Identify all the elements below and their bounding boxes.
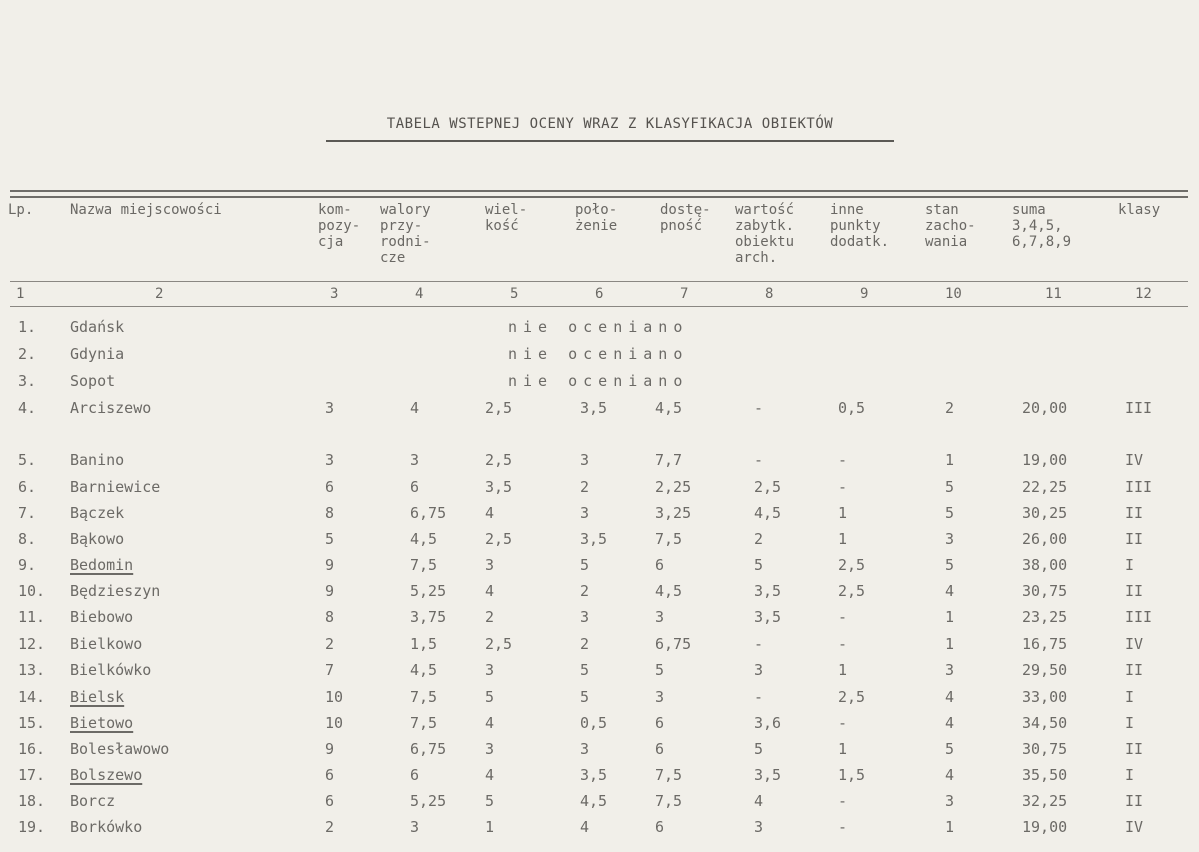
table-cell: 3 bbox=[485, 556, 495, 574]
table-cell: 7,5 bbox=[410, 688, 438, 706]
row-number: 10. bbox=[18, 582, 46, 600]
table-row bbox=[0, 661, 1199, 683]
table-cell: 32,25 bbox=[1022, 792, 1068, 810]
table-cell: 6 bbox=[325, 766, 335, 784]
not-evaluated-note: nie oceniano bbox=[508, 318, 689, 336]
place-name: Bielkówko bbox=[70, 661, 152, 679]
column-number: 8 bbox=[765, 286, 774, 302]
table-cell: 3,5 bbox=[580, 399, 608, 417]
table-cell: 3,5 bbox=[754, 608, 782, 626]
table-cell: 1 bbox=[945, 635, 955, 653]
column-header: poło- żenie bbox=[575, 202, 618, 234]
table-row bbox=[0, 688, 1199, 710]
table-cell: 5 bbox=[580, 556, 590, 574]
table-cell: I bbox=[1125, 688, 1135, 706]
column-header: dostę- pność bbox=[660, 202, 711, 234]
column-number: 10 bbox=[945, 286, 962, 302]
row-number: 17. bbox=[18, 766, 46, 784]
table-cell: 5 bbox=[945, 556, 955, 574]
table-cell: II bbox=[1125, 740, 1144, 758]
table-cell: 7,5 bbox=[410, 556, 438, 574]
table-cell: 0,5 bbox=[580, 714, 608, 732]
table-cell: 3,6 bbox=[754, 714, 782, 732]
table-cell: 1 bbox=[838, 661, 848, 679]
table-cell: 2,5 bbox=[485, 635, 513, 653]
place-name: Bolszewo bbox=[70, 766, 143, 784]
table-cell: 2,5 bbox=[754, 478, 782, 496]
table-cell: - bbox=[838, 714, 848, 732]
table-row bbox=[0, 582, 1199, 604]
table-cell: 6,75 bbox=[410, 504, 447, 522]
table-cell: 20,00 bbox=[1022, 399, 1068, 417]
table-cell: 30,25 bbox=[1022, 504, 1068, 522]
table-cell: 3 bbox=[485, 661, 495, 679]
table-row bbox=[0, 714, 1199, 736]
table-cell: 2,5 bbox=[838, 556, 866, 574]
table-cell: 5 bbox=[580, 661, 590, 679]
table-cell: 5 bbox=[655, 661, 665, 679]
table-cell: 3 bbox=[580, 608, 590, 626]
row-number: 8. bbox=[18, 530, 37, 548]
table-cell: 3 bbox=[410, 818, 420, 836]
table-cell: 4,5 bbox=[655, 582, 683, 600]
table-cell: 4,5 bbox=[410, 661, 438, 679]
table-cell: 4 bbox=[485, 766, 495, 784]
table-cell: - bbox=[838, 635, 848, 653]
table-cell: 3 bbox=[580, 740, 590, 758]
row-number: 18. bbox=[18, 792, 46, 810]
table-cell: 16,75 bbox=[1022, 635, 1068, 653]
table-cell: I bbox=[1125, 714, 1135, 732]
place-name: Borcz bbox=[70, 792, 116, 810]
table-cell: 3,5 bbox=[580, 530, 608, 548]
table-cell: 3 bbox=[945, 792, 955, 810]
table-cell: 5,25 bbox=[410, 792, 447, 810]
table-cell: 30,75 bbox=[1022, 740, 1068, 758]
table-cell: 3 bbox=[754, 818, 764, 836]
table-cell: 2 bbox=[580, 635, 590, 653]
table-cell: 2 bbox=[580, 582, 590, 600]
table-cell: - bbox=[754, 688, 764, 706]
table-cell: 0,5 bbox=[838, 399, 866, 417]
place-name: Bąkowo bbox=[70, 530, 125, 548]
row-number: 13. bbox=[18, 661, 46, 679]
place-name: Bedomin bbox=[70, 556, 134, 574]
column-number-rule bbox=[10, 306, 1188, 307]
table-cell: 7,5 bbox=[410, 714, 438, 732]
place-name: Bolesławowo bbox=[70, 740, 170, 758]
table-cell: 3,75 bbox=[410, 608, 447, 626]
table-row bbox=[0, 372, 1199, 394]
place-name: Gdańsk bbox=[70, 318, 125, 336]
table-cell: 3 bbox=[485, 740, 495, 758]
table-cell: 2 bbox=[754, 530, 764, 548]
table-cell: 19,00 bbox=[1022, 451, 1068, 469]
table-cell: 5 bbox=[485, 688, 495, 706]
column-number: 11 bbox=[1045, 286, 1062, 302]
table-row bbox=[0, 399, 1199, 421]
table-cell: 4 bbox=[410, 399, 420, 417]
table-cell: 19,00 bbox=[1022, 818, 1068, 836]
table-cell: 5 bbox=[754, 556, 764, 574]
table-cell: III bbox=[1125, 478, 1153, 496]
table-cell: II bbox=[1125, 792, 1144, 810]
column-header: suma 3,4,5, 6,7,8,9 bbox=[1012, 202, 1072, 250]
table-cell: 4 bbox=[754, 792, 764, 810]
table-cell: 3,5 bbox=[754, 766, 782, 784]
table-cell: - bbox=[838, 608, 848, 626]
table-cell: 7,5 bbox=[655, 530, 683, 548]
place-name: Arciszewo bbox=[70, 399, 152, 417]
table-cell: 5 bbox=[485, 792, 495, 810]
table-cell: 4,5 bbox=[754, 504, 782, 522]
table-cell: 2 bbox=[325, 635, 335, 653]
table-cell: 7,5 bbox=[655, 766, 683, 784]
table-cell: 6 bbox=[410, 766, 420, 784]
table-cell: 3 bbox=[580, 451, 590, 469]
row-number: 5. bbox=[18, 451, 37, 469]
table-cell: 4 bbox=[945, 714, 955, 732]
place-name: Bielkowo bbox=[70, 635, 143, 653]
table-cell: 2 bbox=[325, 818, 335, 836]
table-cell: 4 bbox=[580, 818, 590, 836]
table-row bbox=[0, 818, 1199, 840]
table-cell: 5 bbox=[945, 478, 955, 496]
not-evaluated-note: nie oceniano bbox=[508, 345, 689, 363]
table-cell: II bbox=[1125, 504, 1144, 522]
table-cell: - bbox=[754, 451, 764, 469]
table-cell: 1 bbox=[945, 451, 955, 469]
table-cell: 2,25 bbox=[655, 478, 692, 496]
table-cell: II bbox=[1125, 530, 1144, 548]
table-cell: 1 bbox=[838, 504, 848, 522]
table-cell: 10 bbox=[325, 714, 344, 732]
table-row bbox=[0, 318, 1199, 340]
table-row bbox=[0, 451, 1199, 473]
table-cell: 1,5 bbox=[410, 635, 438, 653]
title-underline bbox=[326, 140, 894, 142]
table-cell: 2,5 bbox=[838, 582, 866, 600]
table-row bbox=[0, 792, 1199, 814]
table-cell: 3 bbox=[580, 504, 590, 522]
table-cell: I bbox=[1125, 556, 1135, 574]
table-top-rule-2 bbox=[10, 196, 1188, 198]
table-cell: 34,50 bbox=[1022, 714, 1068, 732]
column-header: inne punkty dodatk. bbox=[830, 202, 890, 250]
row-number: 2. bbox=[18, 345, 37, 363]
table-cell: I bbox=[1125, 766, 1135, 784]
table-cell: 2,5 bbox=[838, 688, 866, 706]
table-row bbox=[0, 530, 1199, 552]
table-cell: 1 bbox=[485, 818, 495, 836]
table-cell: 3 bbox=[945, 661, 955, 679]
table-cell: - bbox=[838, 792, 848, 810]
table-cell: 1 bbox=[945, 608, 955, 626]
row-number: 9. bbox=[18, 556, 37, 574]
table-cell: 5 bbox=[754, 740, 764, 758]
table-cell: 6 bbox=[325, 478, 335, 496]
column-header: wartość zabytk. obiektu arch. bbox=[735, 202, 795, 266]
table-cell: 6 bbox=[325, 792, 335, 810]
table-cell: 6 bbox=[655, 818, 665, 836]
table-cell: IV bbox=[1125, 451, 1144, 469]
table-cell: 35,50 bbox=[1022, 766, 1068, 784]
table-cell: 7,7 bbox=[655, 451, 683, 469]
table-row bbox=[0, 556, 1199, 578]
table-cell: 5 bbox=[580, 688, 590, 706]
table-cell: II bbox=[1125, 661, 1144, 679]
table-cell: - bbox=[838, 818, 848, 836]
column-number: 7 bbox=[680, 286, 689, 302]
table-cell: 4 bbox=[945, 688, 955, 706]
column-header: walory przy- rodni- cze bbox=[380, 202, 431, 266]
table-cell: - bbox=[754, 399, 764, 417]
table-cell: 5 bbox=[945, 740, 955, 758]
table-cell: - bbox=[838, 451, 848, 469]
row-number: 1. bbox=[18, 318, 37, 336]
table-cell: 3 bbox=[655, 688, 665, 706]
column-header: klasy bbox=[1118, 202, 1161, 218]
table-cell: 9 bbox=[325, 740, 335, 758]
table-cell: 2 bbox=[485, 608, 495, 626]
place-name: Borkówko bbox=[70, 818, 143, 836]
table-cell: 22,25 bbox=[1022, 478, 1068, 496]
table-cell: 4 bbox=[945, 582, 955, 600]
table-top-rule bbox=[10, 190, 1188, 192]
column-number: 1 bbox=[16, 286, 25, 302]
table-cell: 4,5 bbox=[655, 399, 683, 417]
table-cell: 6 bbox=[410, 478, 420, 496]
table-cell: 4,5 bbox=[410, 530, 438, 548]
table-cell: 2,5 bbox=[485, 399, 513, 417]
table-cell: IV bbox=[1125, 818, 1144, 836]
row-number: 19. bbox=[18, 818, 46, 836]
table-cell: 3,25 bbox=[655, 504, 692, 522]
table-row bbox=[0, 478, 1199, 500]
table-cell: 3 bbox=[945, 530, 955, 548]
row-number: 12. bbox=[18, 635, 46, 653]
table-cell: 3 bbox=[325, 451, 335, 469]
row-number: 11. bbox=[18, 608, 46, 626]
table-cell: 3 bbox=[325, 399, 335, 417]
place-name: Bączek bbox=[70, 504, 125, 522]
table-cell: 26,00 bbox=[1022, 530, 1068, 548]
column-header: wiel- kość bbox=[485, 202, 528, 234]
table-cell: 6,75 bbox=[410, 740, 447, 758]
place-name: Barniewice bbox=[70, 478, 161, 496]
table-cell: 2 bbox=[945, 399, 955, 417]
table-cell: 9 bbox=[325, 556, 335, 574]
table-cell: 29,50 bbox=[1022, 661, 1068, 679]
table-cell: 3,5 bbox=[485, 478, 513, 496]
table-row bbox=[0, 740, 1199, 762]
table-cell: 3,5 bbox=[580, 766, 608, 784]
table-cell: 3 bbox=[655, 608, 665, 626]
table-cell: 1 bbox=[838, 530, 848, 548]
table-cell: 8 bbox=[325, 608, 335, 626]
table-row bbox=[0, 345, 1199, 367]
table-row bbox=[0, 504, 1199, 526]
row-number: 15. bbox=[18, 714, 46, 732]
table-cell: 6 bbox=[655, 556, 665, 574]
table-cell: 3 bbox=[754, 661, 764, 679]
table-cell: III bbox=[1125, 399, 1153, 417]
row-number: 4. bbox=[18, 399, 37, 417]
table-cell: 9 bbox=[325, 582, 335, 600]
table-cell: II bbox=[1125, 582, 1144, 600]
table-cell: 4 bbox=[485, 504, 495, 522]
table-cell: - bbox=[838, 478, 848, 496]
place-name: Bietowo bbox=[70, 714, 134, 732]
table-cell: 33,00 bbox=[1022, 688, 1068, 706]
row-number: 6. bbox=[18, 478, 37, 496]
table-cell: 2,5 bbox=[485, 530, 513, 548]
table-cell: 6,75 bbox=[655, 635, 692, 653]
table-row bbox=[0, 608, 1199, 630]
place-name: Biebowo bbox=[70, 608, 134, 626]
table-cell: 1 bbox=[945, 818, 955, 836]
table-cell: 38,00 bbox=[1022, 556, 1068, 574]
column-header: kom- pozy- cja bbox=[318, 202, 361, 250]
table-cell: - bbox=[754, 635, 764, 653]
table-cell: 5 bbox=[945, 504, 955, 522]
column-header: stan zacho- wania bbox=[925, 202, 976, 250]
column-number: 6 bbox=[595, 286, 604, 302]
table-cell: 8 bbox=[325, 504, 335, 522]
table-cell: 7 bbox=[325, 661, 335, 679]
table-cell: 3,5 bbox=[754, 582, 782, 600]
place-name: Będzieszyn bbox=[70, 582, 161, 600]
table-cell: 4,5 bbox=[580, 792, 608, 810]
table-row bbox=[0, 635, 1199, 657]
column-header: Lp. bbox=[8, 202, 34, 218]
column-number: 5 bbox=[510, 286, 519, 302]
table-cell: 30,75 bbox=[1022, 582, 1068, 600]
table-cell: 6 bbox=[655, 740, 665, 758]
header-rule bbox=[10, 281, 1188, 282]
column-number: 9 bbox=[860, 286, 869, 302]
table-cell: 3 bbox=[410, 451, 420, 469]
table-cell: 4 bbox=[485, 714, 495, 732]
column-number: 12 bbox=[1135, 286, 1152, 302]
table-cell: 5,25 bbox=[410, 582, 447, 600]
table-cell: 7,5 bbox=[655, 792, 683, 810]
column-number: 2 bbox=[155, 286, 164, 302]
place-name: Bielsk bbox=[70, 688, 125, 706]
row-number: 16. bbox=[18, 740, 46, 758]
table-cell: 23,25 bbox=[1022, 608, 1068, 626]
place-name: Sopot bbox=[70, 372, 116, 390]
place-name: Gdynia bbox=[70, 345, 125, 363]
row-number: 7. bbox=[18, 504, 37, 522]
document-title: TABELA WSTEPNEJ OCENY WRAZ Z KLASYFIKACJA OBIEKTÓW bbox=[386, 116, 834, 132]
table-cell: 1 bbox=[838, 740, 848, 758]
table-cell: 2,5 bbox=[485, 451, 513, 469]
table-cell: 4 bbox=[945, 766, 955, 784]
table-cell: 1,5 bbox=[838, 766, 866, 784]
column-number: 4 bbox=[415, 286, 424, 302]
table-cell: 5 bbox=[325, 530, 335, 548]
column-number: 3 bbox=[330, 286, 339, 302]
row-number: 3. bbox=[18, 372, 37, 390]
table-row bbox=[0, 766, 1199, 788]
table-cell: 10 bbox=[325, 688, 344, 706]
table-cell: 6 bbox=[655, 714, 665, 732]
table-cell: 4 bbox=[485, 582, 495, 600]
table-cell: III bbox=[1125, 608, 1153, 626]
place-name: Banino bbox=[70, 451, 125, 469]
row-number: 14. bbox=[18, 688, 46, 706]
table-cell: IV bbox=[1125, 635, 1144, 653]
not-evaluated-note: nie oceniano bbox=[508, 372, 689, 390]
column-header: Nazwa miejscowości bbox=[70, 202, 222, 218]
table-cell: 2 bbox=[580, 478, 590, 496]
